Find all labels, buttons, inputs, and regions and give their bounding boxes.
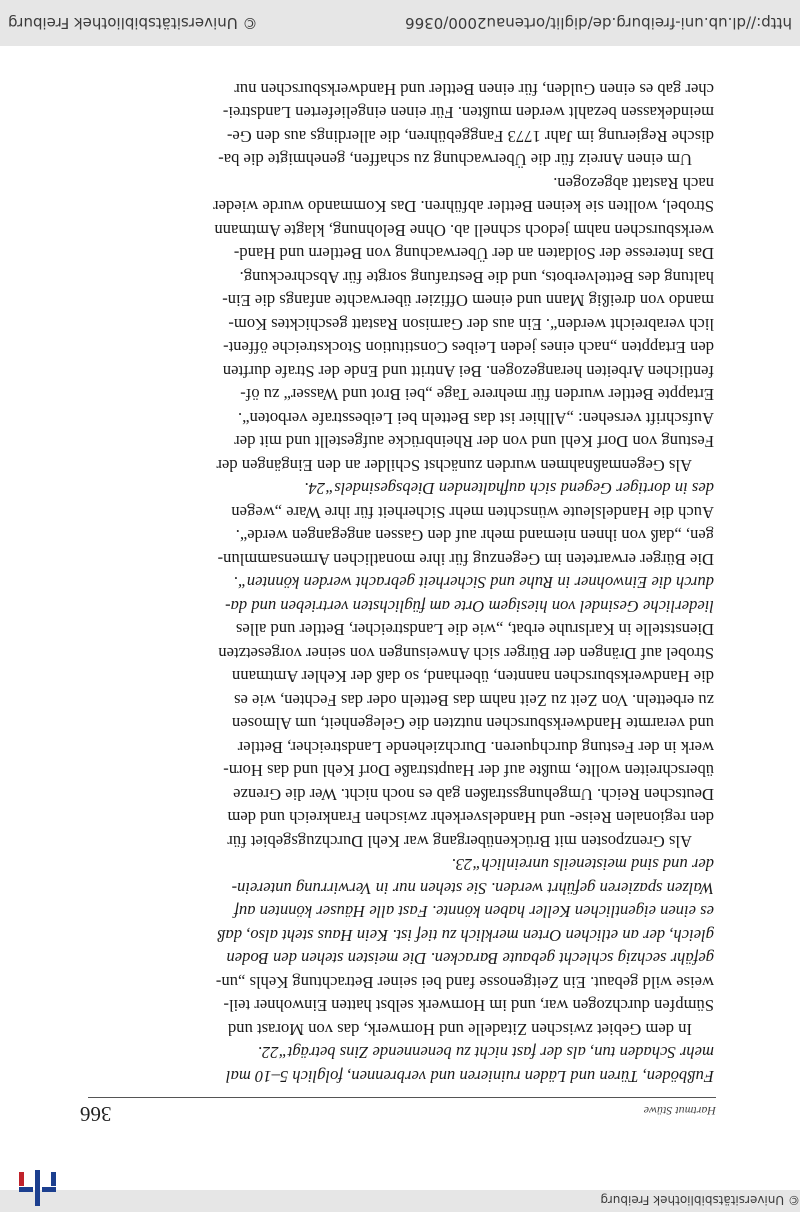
text-line: haltung des Bettelverbots, und die Bestrafung sorgte für Abschreckung. [239, 268, 714, 287]
text-line: durch die Einwohner in Ruhe und Sicherheit gebracht werden könnten“. [233, 573, 714, 593]
body-text [86, 78, 714, 1089]
text-line: fentlichen Arbeiten herangezogen. Bei Antritt und Ende der Strafe durften [222, 362, 714, 381]
text-line: des in dortiger Gegend sich aufhaltenden Diebsgesindels“24. [304, 479, 714, 499]
text-line: mehr Schaden tun, als der fast nicht zu benennende Zins beträgt“22. [257, 1043, 714, 1063]
text-line: Dienststelle in Karlsruhe erbat, „wie die Landstreicher, Bettler und alles [235, 620, 714, 640]
text-line: den regionalen Reise- und Handelsverkehr zwischen Frankreich und dem [227, 808, 714, 828]
page-url-link[interactable]: http://dl.ub.uni-freiburg.de/diglit/ortenau2000/0366 [405, 14, 792, 32]
text-line: und verarmte Handwerksburschen nutzten die Gelegenheit, um Almosen [232, 714, 714, 734]
text-line: Festung von Dorf Kehl und von der Rheinbrücke aufgestellt und mit der [234, 432, 714, 452]
text-line: Als Gegenmaßnahmen wurden zunächst Schilder an den Eingängen der [216, 456, 692, 475]
copyright-notice: © Universitätsbibliothek Freiburg [8, 14, 258, 32]
text-line: weise wild gebaut. Ein Zeitgenosse fand bei seiner Betrachtung Kehls „un- [215, 973, 714, 992]
page-number: 366 [80, 1102, 112, 1126]
text-line: den Ertappten „nach eines jeden Leibes Constitution Stockstreiche öffent- [223, 338, 714, 358]
text-line: Deutschen Reich. Umgehungsstraßen gab es noch nicht. Wer die Grenze [233, 785, 714, 804]
running-header-author: Hartmut Stüwe [643, 1104, 716, 1118]
text-line: Ertappte Bettler wurden für mehrere Tage „bei Brot und Wasser“ zu öf- [240, 385, 714, 405]
text-line: werksburschen nahm jedoch schnell ab. Ohne Belohnung, klagte Amtmann [214, 221, 714, 240]
text-line: Fußböden, Türen und Läden ruinieren und verbrennen, folglich 5–10 mal [225, 1067, 714, 1086]
library-logo-icon [14, 1170, 62, 1206]
text-line: Aufschrift versehen: „Allhier ist das Betteln bei Leibesstrafe verboten“. [238, 409, 714, 428]
text-line: gefähr sechzig schlecht gebaute Baracken. Die meisten stehen den Boden [226, 949, 714, 969]
text-line: liederliche Gesindel von hiesigem Orte am füglichsten vertrieben und da- [225, 597, 714, 616]
text-line: der und sind meisteneils unreinlich“23. [451, 855, 714, 875]
running-header [80, 1096, 720, 1126]
header-rule [88, 1097, 716, 1098]
text-line: meindekassen bezahlt werden mußten. Für einen eingelieferten Landstrei- [222, 103, 714, 123]
text-line: gen, „daß von ihnen niemand mehr auf den Gassen angegangen werde“. [235, 526, 714, 546]
text-line: dische Regierung im Jahr 1773 Fanggebühren, die allerdings aus den Ge- [226, 127, 714, 146]
text-line: Strobel, wollten sie keinen Bettler abführen. Das Kommando wurde wieder [213, 197, 714, 217]
text-line: Die Bürger erwarteten im Gegenzug für ihre monatlichen Armensammlun- [217, 550, 714, 569]
text-line: überschreiten wollte, mußte auf der Hauptstraße Dorf Kehl und das Horn- [223, 761, 714, 781]
text-line: Sümpfen durchzogen war, und im Hornwerk selbst hatten Einwohner teil- [223, 996, 714, 1016]
text-line: mando von dreißig Mann und einem Offizier überwachte anfangs die Ein- [222, 291, 714, 311]
viewer-footer-bar [0, 0, 800, 46]
top-strip-copyright: © Universitätsbibliothek Freiburg [600, 1193, 800, 1207]
text-line: Das Interesse der Soldaten an der Überwachung von Bettlern und Hand- [233, 244, 714, 264]
text-line: nach Rastatt abgezogen. [553, 174, 714, 193]
text-line: zu erbetteln. Von Zeit zu Zeit nahm das Betteln oder das Fechten, wie es [233, 691, 714, 710]
text-line: cher gab es einen Gulden, für einen Bettler und Handwerksburschen nur [234, 80, 714, 99]
text-line: Als Grenzposten mit Brückenübergang war Kehl Durchzugsgebiet für [227, 832, 692, 851]
text-line: es einen eigentlichen Keller haben könnte. Fast alle Häuser könnten auf [234, 902, 714, 922]
text-line: lich verabreicht werden“. Ein aus der Garnison Rastatt geschicktes Kom- [228, 315, 714, 334]
viewer-top-strip [0, 1190, 800, 1212]
text-line: gleich, der an etlichen Orten merklich zu tief ist. Kein Haus steht also, daß [217, 926, 714, 945]
text-line: Walzen spazieren geführt werden. Sie stehen nur in Verwirrung unterein- [231, 879, 714, 898]
text-line: Um einen Anreiz für die Überwachung zu schaffen, genehmigte die ba- [218, 150, 692, 170]
text-line: Auch die Handelsleute wünschten mehr Sicherheit für ihre Ware „wegen [231, 503, 714, 522]
scanned-page [0, 22, 800, 1166]
text-line: die Handwerksburschen nannten, überhand, so daß der Kehler Amtmann [232, 667, 714, 687]
text-line: werk in der Festung durchqueren. Durchziehende Landstreicher, Bettler [237, 738, 714, 757]
text-line: In dem Gebiet zwischen Zitadelle und Hornwerk, das von Morast und [227, 1020, 692, 1039]
text-line: Strobel auf Drängen der Bürger sich Anweisungen von seiner vorgesetzten [218, 644, 714, 663]
